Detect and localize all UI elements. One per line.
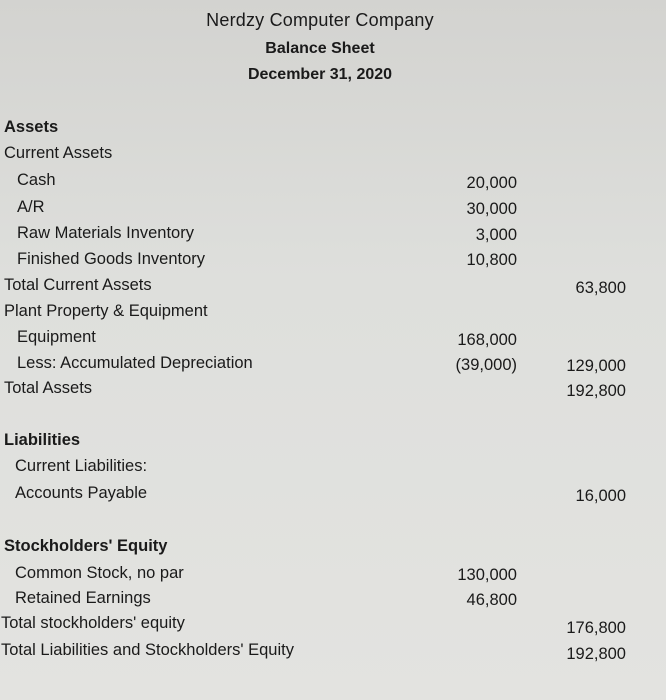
current-assets-row: [0, 141, 666, 166]
total-current-assets-label: Total Current Assets: [4, 276, 152, 294]
total-assets-label: Total Assets: [4, 379, 93, 397]
equipment-amount: 168,000: [457, 331, 517, 349]
total-current-assets-amount: 63,800: [575, 279, 626, 297]
statement-title: Balance Sheet: [265, 40, 375, 57]
retained-earnings-label: Retained Earnings: [15, 589, 151, 607]
depreciation-amount: (39,000): [455, 356, 517, 374]
liabilities-heading-row: [0, 428, 666, 453]
raw-materials-row: [0, 221, 666, 246]
total-assets-row: [0, 376, 666, 401]
cash-amount: 20,000: [466, 174, 517, 192]
accounts-payable-row: [0, 481, 666, 506]
finished-goods-row: [0, 247, 666, 272]
finished-goods-amount: 10,800: [466, 251, 517, 269]
finished-goods-label: Finished Goods Inventory: [17, 250, 206, 268]
depreciation-row: [0, 351, 666, 376]
ar-amount: 30,000: [466, 200, 517, 218]
raw-materials-label: Raw Materials Inventory: [17, 224, 194, 242]
retained-earnings-amount: 46,800: [466, 591, 517, 609]
total-equity-row: [0, 611, 666, 636]
total-liabilities-equity-amount: 192,800: [566, 645, 626, 663]
equipment-row: [0, 325, 666, 350]
assets-heading: Assets: [4, 118, 59, 136]
ppe-heading: Plant Property & Equipment: [4, 302, 208, 320]
common-stock-row: [0, 561, 666, 586]
liabilities-heading: Liabilities: [4, 431, 81, 449]
accounts-payable-amount: 16,000: [575, 487, 626, 505]
assets-heading-row: [0, 115, 666, 140]
cash-label: Cash: [17, 171, 56, 189]
common-stock-amount: 130,000: [457, 566, 517, 584]
equity-heading-row: [0, 534, 666, 559]
company-name: Nerdzy Computer Company: [206, 10, 434, 30]
total-equity-label: Total stockholders' equity: [1, 614, 185, 632]
accounts-payable-label: Accounts Payable: [15, 484, 148, 502]
total-liabilities-equity-label: Total Liabilities and Stockholders' Equity: [1, 641, 294, 659]
ppe-row: [0, 299, 666, 324]
current-liabilities-heading: Current Liabilities:: [15, 457, 148, 475]
raw-materials-amount: 3,000: [475, 226, 517, 244]
cash-row: [0, 168, 666, 193]
total-current-assets-row: [0, 273, 666, 298]
current-liabilities-row: [0, 454, 666, 479]
common-stock-label: Common Stock, no par: [15, 564, 184, 582]
statement-date: December 31, 2020: [247, 66, 393, 83]
total-liabilities-equity-row: [0, 638, 666, 663]
depreciation-label: Less: Accumulated Depreciation: [17, 354, 253, 372]
retained-earnings-row: [0, 586, 666, 611]
ar-row: [0, 195, 666, 220]
current-assets-heading: Current Assets: [4, 144, 113, 162]
total-equity-amount: 176,800: [566, 619, 626, 637]
total-assets-amount: 192,800: [566, 382, 626, 400]
net-ppe-amount: 129,000: [566, 357, 626, 375]
equipment-label: Equipment: [17, 328, 96, 346]
equity-heading: Stockholders' Equity: [4, 537, 168, 555]
ar-label: A/R: [17, 198, 45, 216]
